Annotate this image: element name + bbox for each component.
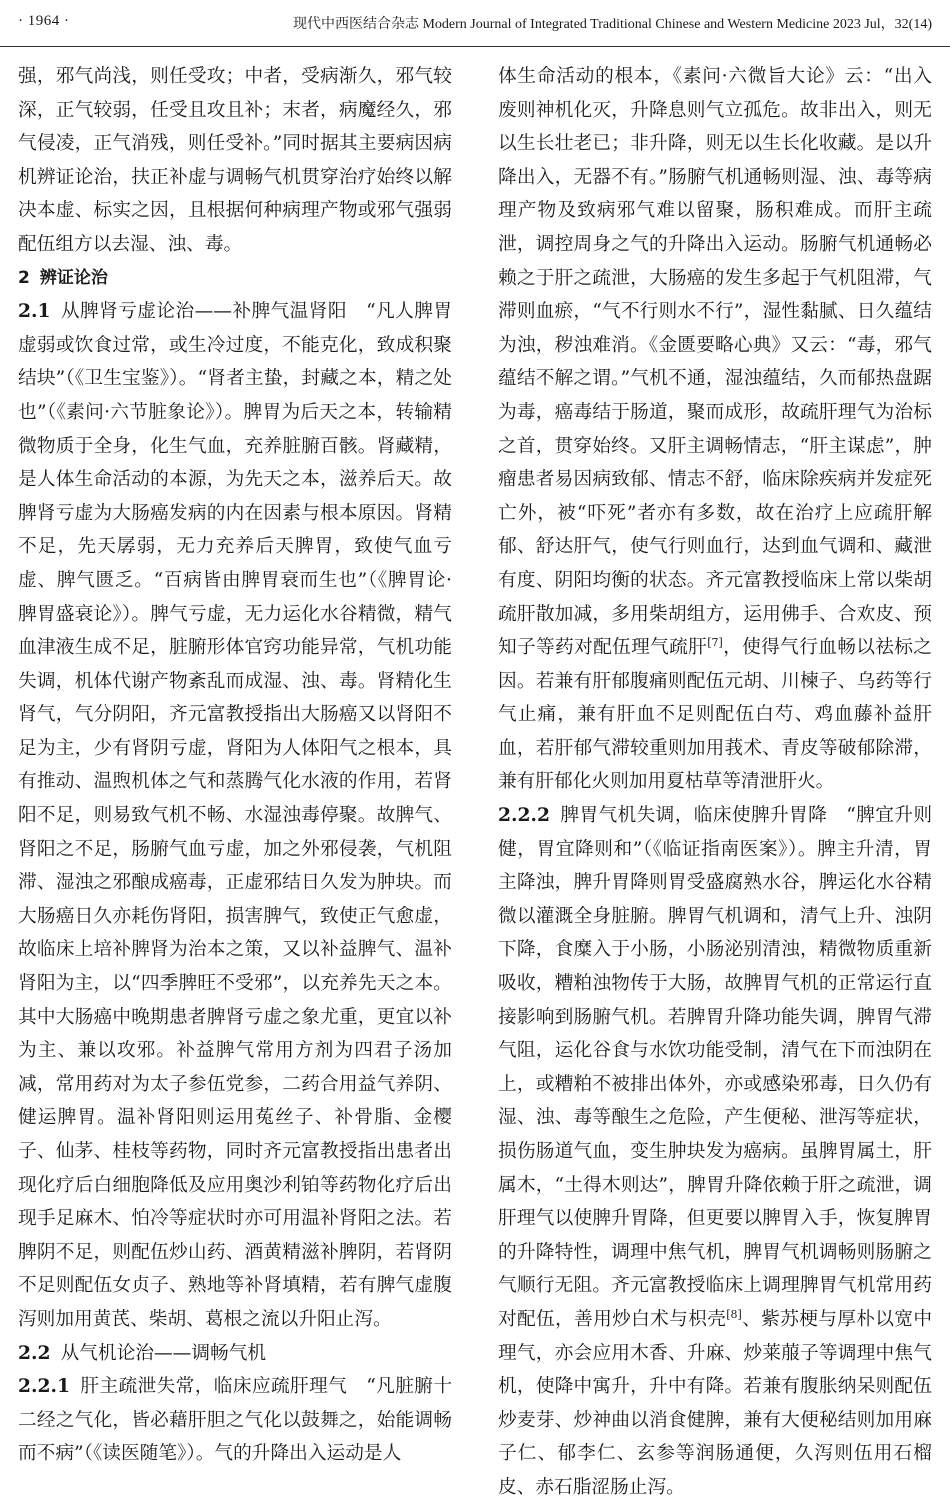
page-number: · 1964 ·: [18, 13, 70, 29]
paragraph-continuation: 强，邪气尚浅，则任受攻；中者，受病渐久，邪气较深，正气较弱，任受且攻且补；末者，病魔经久，邪气侵凌，正气消残，则任受补。”同时据其主要病因病机辨证论治，扶正补虚与调畅气机贯穿治疗始终以解决本虚、标实之因，且根据何种病理产物或邪气强弱配伍组方以去湿、浊、毒。: [18, 66, 452, 255]
section-2-2-1: [18, 1370, 452, 1471]
section-number: 2.1: [18, 300, 51, 323]
section-number: 2.2.1: [18, 1375, 71, 1398]
section-body: “凡人脾胃虚弱或饮食过常，或生冷过度，不能克化，致成积聚结块”（《卫生宝鉴》）。“肾者主蛰，封藏之本，精之处也”（《素问·六节脏象论》）。脾胃为后天之本，转输精微物质于全身，化生气血，充养脏腑百骸。肾藏精，是人体生命活动的本源，为先天之本，滋养后天。故脾肾亏虚为大肠癌发病的内在因素与根本原因。肾精不足，先天孱弱，无力充养后天脾胃，致使气血亏虚、脾气匮乏。“百病皆由脾胃衰而生也”（《脾胃论·脾胃盛衰论》）。脾气亏虚，无力运化水谷精微，精气血津液生成不足，脏腑形体官窍功能异常，气机功能失调，机体代谢产物紊乱而成湿、浊、毒。肾精化生肾气，气分阴阳，齐元富教授指出大肠癌又以肾阳不足为主，少有肾阴亏虚，肾阳为人体阳气之根本，具有推动、温煦机体之气和蒸腾气化水液的作用，若肾阳不足，则易致气机不畅、水湿浊毒停聚。故脾气、肾阳之不足，肠腑气血亏虚，加之外邪侵袭，气机阻滞、湿浊之邪酿成癌毒，正虚邪结日久发为肿块。而大肠癌日久亦耗伤肾阳，损害脾气，致使正气愈虚，故临床上培补脾肾为治本之策，又以补益脾气、温补肾阳为主，以“四季脾旺不受邪”，以充养先天之本。其中大肠癌中晚期患者脾肾亏虚之象尤重，更宜以补为主、兼以攻邪。补益脾气常用方剂为四君子汤加减，常用药对为太子参伍党参，二药合用益气养阴、健运脾胃。温补肾阳则运用菟丝子、补骨脂、金樱子、仙茅、桂枝等药物，同时齐元富教授指出患者出现化疗后白细胞降低及应用奥沙利铂等药物化疗后出现手足麻木、怕冷等症状时亦可用温补肾阳之法。若脾阴不足，则配伍炒山药、酒黄精滋补脾阴，若肾阴不足则配伍女贞子、熟地等补肾填精，若有脾气虚腹泻则加用黄芪、柴胡、葛根之流以升阳止泻。: [18, 301, 453, 1330]
journal-running-title: 现代中西医结合杂志 Modern Journal of Integrated Traditional Chinese and Western Medicine 2023 Jul，32(14): [292, 17, 932, 32]
page-header: [0, 0, 950, 47]
section-heading-2-2: 2.2 从气机论治——调畅气机: [18, 1341, 267, 1364]
citation-7: [7]: [707, 635, 723, 649]
section-title: 从脾肾亏虚论治——补脾气温肾阳: [60, 301, 347, 323]
section-body: “凡脏腑十二经之气化，皆必藉肝胆之气化以鼓舞之，始能调畅而不病”（《读医随笔》）。气的升降出入运动是人: [18, 1376, 453, 1465]
section-title: 脾胃气机失调，临床使脾升胃降: [560, 805, 828, 827]
section-heading-2: 2 辨证论治: [18, 267, 108, 288]
section-body: “脾宜升则健，胃宜降则和”（《临证指南医案》）。脾主升清，胃主降浊，脾升胃降则胃受盛腐熟水谷，脾运化水谷精微以灌溉全身脏腑。脾胃气机调和，清气上升、浊阴下降，食糜入于小肠，小肠泌别清浊，精微物质重新吸收，糟粕浊物传于大肠，故脾胃气机的正常运行直接影响到肠腑气机。若脾胃升降功能失调，脾胃气滞气阻，运化谷食与水饮功能受制，清气在下而浊阴在上，或糟粕不被排出体外，亦或感染邪毒，日久仍有湿、浊、毒等酿生之危险，产生便秘、泄泻等症状，损伤肠道气血，变生肿块发为癌病。虽脾胃属土，肝属木，“土得木则达”，脾胃升降依赖于肝之疏泄，调肝理气以使脾升胃降，但更要以脾胃入手，恢复脾胃的升降特性，调理中焦气机，脾胃气机调畅则肠腑之气顺行无阻。齐元富教授临床上调理脾胃气机常用药对配伍，善用炒白术与枳壳: [498, 805, 933, 1330]
section-2-1: [18, 295, 452, 1336]
section-title: 肝主疏泄失常，临床应疏肝理气: [80, 1376, 348, 1398]
section-2-2-1-continued: 体生命活动的根本，《素问·六微旨大论》云：“出入废则神机化灭，升降息则气立孤危。故非出入，则无以生长壮老已；非升降，则无以生长化收藏。是以升降出入，无器不有。”肠腑气机通畅则湿、浊、毒等病理产物及致病邪气难以留聚，肠积难成。而肝主疏泄，调控周身之气的升降出入运动。肠腑气机通畅必赖之于肝之疏泄，大肠癌的发生多起于气机阻滞，气滞则血瘀，“气不行则水不行”，湿性黏腻、日久蕴结为浊，秽浊难消。《金匮要略心典》又云：“毒，邪气蕴结不解之谓。”气机不通，湿浊蕴结，久而郁热盘踞为毒，癌毒结于肠道，聚而成形，故疏肝理气为治标之首，贯穿始终。又肝主调畅情志，“肝主谋虑”，肿瘤患者易因病致郁、情志不舒，临床除疾病并发症死亡外，被“吓死”者亦有多数，故在治疗上应疏肝解郁、舒达肝气，使气行则血行，达到血气调和、藏泄有度、阴阳均衡的状态。齐元富教授临床上常以柴胡疏肝散加减，多用柴胡组方，运用佛手、合欢皮、预知子等药对配伍理气疏肝[7]，使得气行血畅以祛标之因。若兼有肝郁腹痛则配伍元胡、川楝子、乌药等行气止痛，兼有肝血不足则配伍白芍、鸡血藤补益肝血，若肝郁气滞较重则加用莪术、青皮等破郁除滞，兼有肝郁化火则加用夏枯草等清泄肝火。: [498, 66, 932, 793]
right-column: [498, 60, 933, 1498]
citation-8: [8]: [726, 1307, 742, 1321]
left-column: [18, 60, 453, 1465]
section-2-2-2: 2.2.2 脾胃气机失调，临床使脾升胃降 “脾宜升则健，胃宜降则和”（《临证指南医案》）。脾主升清，胃主降浊，脾升胃降则胃受盛腐熟水谷，脾运化水谷精微以灌溉全身脏腑。脾胃气机调和，清气上升、浊阴下降，食糜入于小肠，小肠泌别清浊，精微物质重新吸收，糟粕浊物传于大肠，故脾胃气机的正常运行直接影响到肠腑气机。若脾胃升降功能失调，脾胃气滞气阻，运化谷食与水饮功能受制，清气在下而浊阴在上，或糟粕不被排出体外，亦或感染邪毒，日久仍有湿、浊、毒等酿生之危险，产生便秘、泄泻等症状，损伤肠道气血，变生肿块发为癌病。虽脾胃属土，肝属木，“土得木则达”，脾胃升降依赖于肝之疏泄，调肝理气以使脾升胃降，但更要以脾胃入手，恢复脾胃的升降特性，调理中焦气机，脾胃气机调畅则肠腑之气顺行无阻。齐元富教授临床上调理脾胃气机常用药对配伍，善用炒白术与枳壳[8]、紫苏梗与厚朴以宽中理气，亦会应用木香、升麻、炒莱菔子等调理中焦气机，使降中寓升，升中有降。若兼有腹胀纳呆则配伍炒麦芽、炒神曲以消食健脾，兼有大便秘结则加用麻子仁、郁李仁、玄参等润肠通便，久泻则伍用石榴皮、赤石脂涩肠止泻。: [498, 804, 933, 1498]
section-number: 2.2.2: [498, 804, 551, 827]
section-title: 辨证论治: [39, 267, 108, 288]
section-title: 从气机论治——调畅气机: [60, 1342, 267, 1364]
